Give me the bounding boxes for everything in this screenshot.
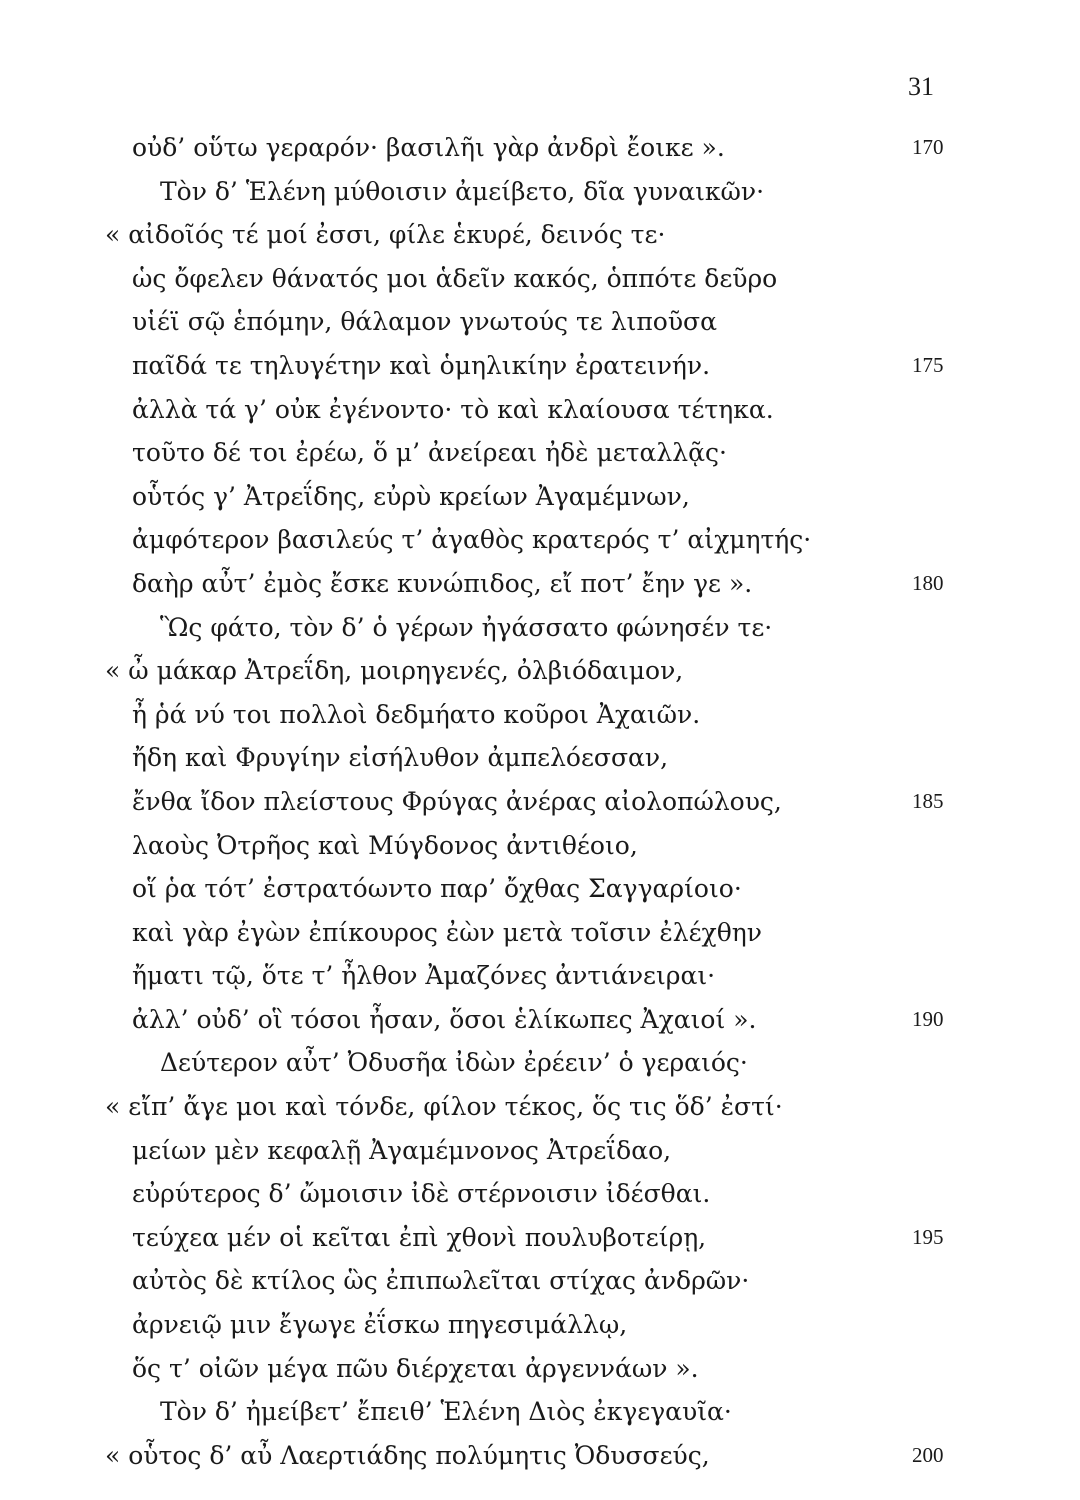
verse-text: ἀρνειῷ μιν ἔγωγε ἐΐσκω πηγεσιμάλλῳ, (132, 1310, 628, 1340)
verse-text: λαοὺς Ὀτρῆος καὶ Μύγδονος ἀντιθέοιο, (132, 830, 638, 860)
verse-line (0, 388, 1080, 432)
verse-text: « αἰδοῖός τέ μοί ἐσσι, φίλε ἑκυρέ, δεινός τε· (105, 220, 666, 250)
line-number: 170 (912, 135, 944, 159)
verse-text: μείων μὲν κεφαλῇ Ἀγαμέμνονος Ἀτρεΐδαο, (132, 1135, 672, 1165)
line-number: 180 (912, 570, 944, 595)
verse-line (0, 824, 1080, 868)
verse-text: δαὴρ αὖτ’ ἐμὸς ἔσκε κυνώπιδος, εἴ ποτ’ ἔην γε ». (132, 568, 753, 598)
verse-text: εὐρύτερος δ’ ὤμοισιν ἰδὲ στέρνοισιν ἰδέσθαι. (132, 1179, 711, 1209)
verse-line (0, 170, 1080, 214)
verse-text: Τὸν δ’ Ἑλένη μύθοισιν ἀμείβετο, δῖα γυναικῶν· (160, 176, 765, 206)
verse-line (0, 998, 1080, 1042)
verse-line (0, 1434, 1080, 1478)
verse-text: οὐδ’ οὕτω γεραρόν· βασιλῆι γὰρ ἀνδρὶ ἔοικε ». (132, 133, 725, 162)
verse-line (0, 606, 1080, 650)
verse-block (0, 126, 1080, 1477)
verse-line (0, 1347, 1080, 1391)
verse-line (0, 736, 1080, 780)
verse-text: ἦ ῥά νύ τοι πολλοὶ δεδμήατο κοῦροι Ἀχαιῶν. (132, 699, 701, 729)
verse-line (0, 867, 1080, 911)
verse-text: Δεύτερον αὖτ’ Ὀδυσῆα ἰδὼν ἐρέειν’ ὁ γεραιός· (160, 1048, 748, 1078)
verse-line (0, 1259, 1080, 1303)
verse-text: παῖδά τε τηλυγέτην καὶ ὁμηλικίην ἐρατεινήν. (132, 350, 711, 380)
verse-text: ἔνθα ἴδον πλείστους Φρύγας ἀνέρας αἰολοπώλους, (132, 786, 782, 816)
line-number: 185 (912, 788, 944, 813)
line-number: 200 (912, 1442, 944, 1467)
verse-line (0, 562, 1080, 606)
verse-text: ὅς τ’ οἰῶν μέγα πῶυ διέρχεται ἀργεννάων ». (132, 1353, 699, 1383)
verse-text: ἤματι τῷ, ὅτε τ’ ἦλθον Ἀμαζόνες ἀντιάνειραι· (132, 961, 716, 991)
verse-text: καὶ γὰρ ἐγὼν ἐπίκουρος ἐὼν μετὰ τοῖσιν ἐλέχθην (132, 917, 762, 947)
verse-line (0, 1041, 1080, 1085)
verse-line (0, 213, 1080, 257)
verse-line (0, 431, 1080, 475)
verse-text: « ὦ μάκαρ Ἀτρεΐδη, μοιρηγενές, ὀλβιόδαιμον, (105, 656, 684, 686)
verse-text: αὐτὸς δὲ κτίλος ὣς ἐπιπωλεῖται στίχας ἀνδρῶν· (132, 1266, 750, 1296)
verse-text: τοῦτο δέ τοι ἐρέω, ὅ μ’ ἀνείρεαι ἠδὲ μεταλλᾷς· (132, 438, 727, 468)
line-number: 175 (912, 352, 944, 377)
page-number: 31 (908, 72, 934, 101)
verse-line (0, 1172, 1080, 1216)
verse-line (0, 126, 1080, 170)
verse-text: τεύχεα μέν οἱ κεῖται ἐπὶ χθονὶ πουλυβοτείρῃ, (132, 1222, 707, 1252)
verse-text: ἀμφότερον βασιλεύς τ’ ἀγαθὸς κρατερός τ’ αἰχμητής· (132, 525, 812, 555)
verse-line (0, 1216, 1080, 1260)
verse-line (0, 1303, 1080, 1347)
verse-text: Τὸν δ’ ἠμείβετ’ ἔπειθ’ Ἑλένη Διὸς ἐκγεγαυῖα· (160, 1397, 732, 1427)
verse-line (0, 780, 1080, 824)
verse-line (0, 475, 1080, 519)
verse-line (0, 1129, 1080, 1173)
verse-line (0, 693, 1080, 737)
verse-line (0, 257, 1080, 301)
verse-line (0, 911, 1080, 955)
verse-line (0, 344, 1080, 388)
verse-text: Ὣς φάτο, τὸν δ’ ὁ γέρων ἠγάσσατο φώνησέν τε· (160, 612, 773, 642)
verse-text: υἱέϊ σῷ ἑπόμην, θάλαμον γνωτούς τε λιποῦσα (132, 307, 717, 337)
verse-line (0, 300, 1080, 344)
verse-text: ὡς ὄφελεν θάνατός μοι ἁδεῖν κακός, ὁππότε δεῦρο (132, 263, 778, 293)
verse-text: « εἴπ’ ἄγε μοι καὶ τόνδε, φίλον τέκος, ὅς τις ὅδ’ ἐστί· (105, 1092, 783, 1122)
verse-line (0, 649, 1080, 693)
verse-line (0, 1390, 1080, 1434)
verse-text: οἵ ῥα τότ’ ἐστρατόωντο παρ’ ὄχθας Σαγγαρίοιο· (132, 874, 742, 904)
verse-text: ἤδη καὶ Φρυγίην εἰσήλυθον ἀμπελόεσσαν, (132, 743, 669, 773)
verse-line (0, 518, 1080, 562)
line-number: 190 (912, 1006, 944, 1031)
verse-line (0, 1085, 1080, 1129)
verse-text: οὗτός γ’ Ἀτρεΐδης, εὐρὺ κρείων Ἀγαμέμνων, (132, 481, 690, 511)
verse-line (0, 954, 1080, 998)
line-number: 195 (912, 1224, 944, 1249)
verse-text: ἀλλὰ τά γ’ οὐκ ἐγένοντο· τὸ καὶ κλαίουσα τέτηκα. (132, 394, 774, 424)
verse-text: ἀλλ’ οὐδ’ οἳ τόσοι ἦσαν, ὅσοι ἑλίκωπες Ἀχαιοί ». (132, 1004, 757, 1034)
verse-text: « οὗτος δ’ αὖ Λαερτιάδης πολύμητις Ὀδυσσεύς, (105, 1440, 710, 1470)
